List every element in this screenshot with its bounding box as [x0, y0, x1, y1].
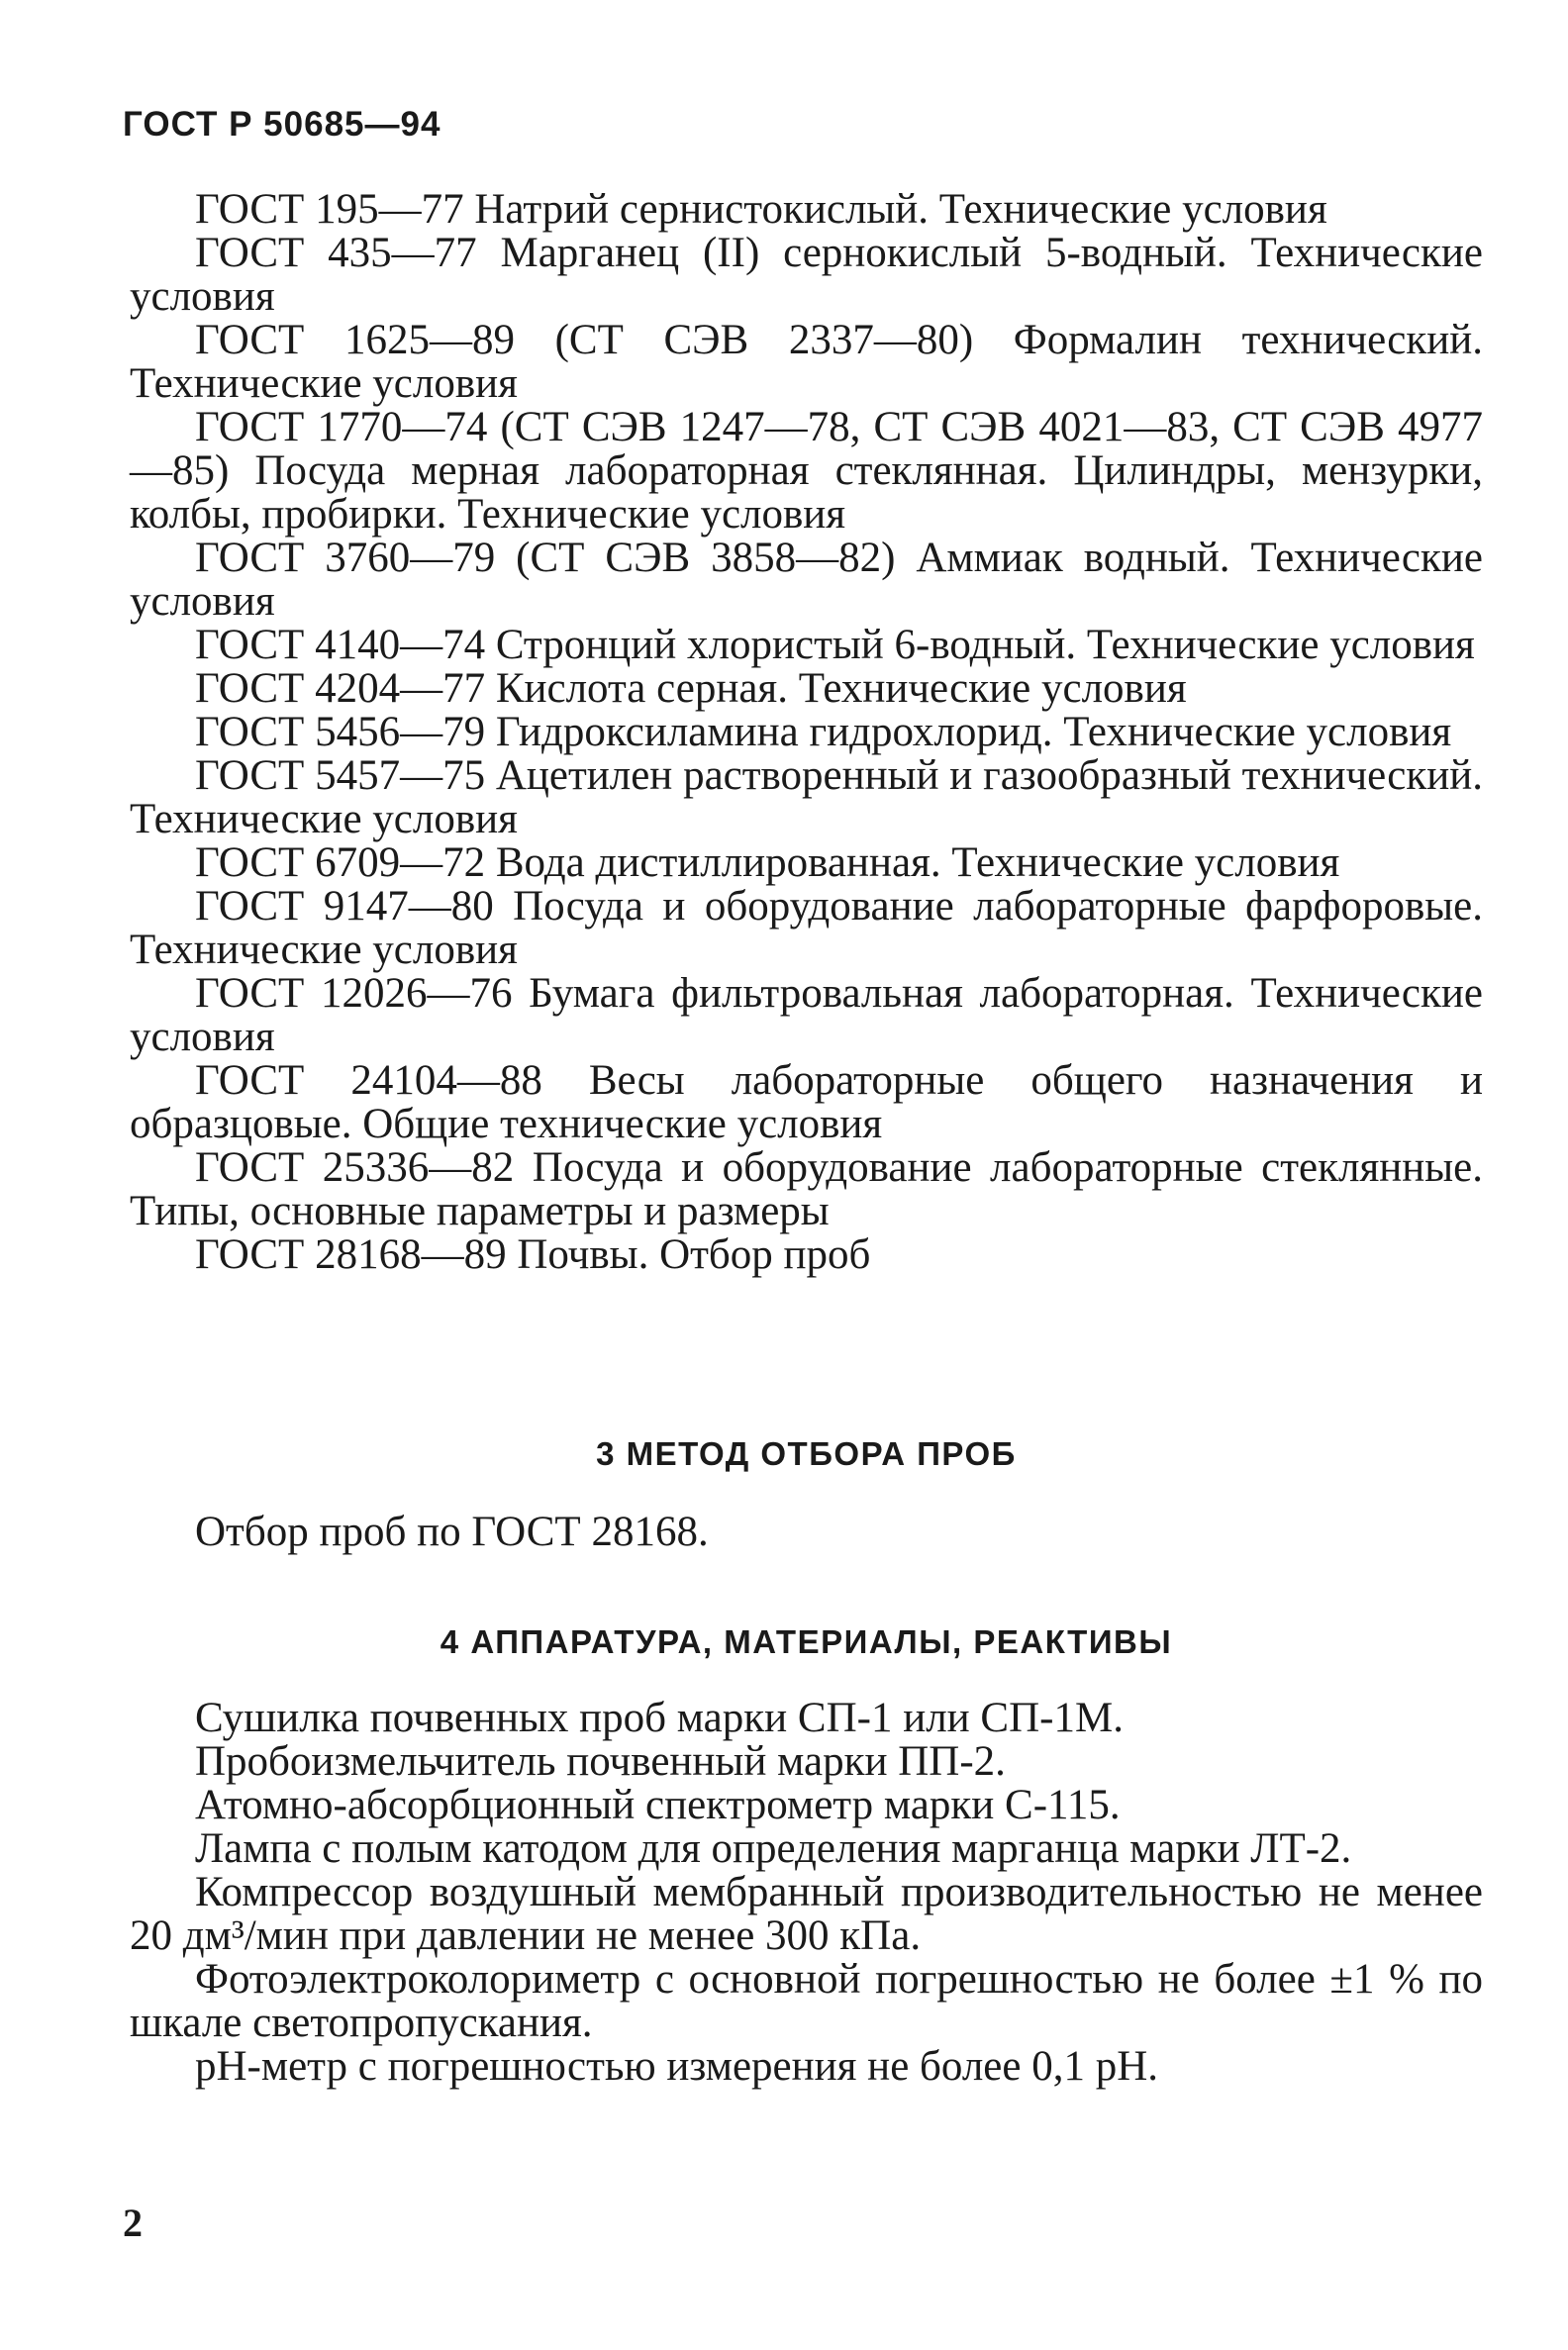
reference-item: ГОСТ 4204—77 Кислота серная. Технические условия [195, 665, 1187, 712]
reference-item: ГОСТ 1770—74 (СТ СЭВ 1247—78, СТ СЭВ 4021—83, СТ СЭВ 4977—85) Посуда мерная лабораторная стеклянная. Цилиндры, мензурки, колбы, пробирки. Технические условия [130, 404, 1483, 538]
equipment-item: Пробоизмельчитель почвенный марки ПП-2. [195, 1738, 1006, 1785]
reference-item: ГОСТ 4140—74 Стронций хлористый 6-водный. Технические условия [195, 622, 1475, 668]
page-number: 2 [123, 2201, 143, 2245]
reference-item: ГОСТ 1625—89 (СТ СЭВ 2337—80) Формалин технический. Технические условия [130, 317, 1483, 407]
equipment-item: Атомно-абсорбционный спектрометр марки С-115. [195, 1782, 1121, 1828]
equipment-item: Компрессор воздушный мембранный производительностью не менее 20 дм³/мин при давлении не менее 300 кПа. [130, 1869, 1483, 1959]
reference-item: ГОСТ 5457—75 Ацетилен растворенный и газообразный технический. Технические условия [130, 752, 1484, 842]
reference-item: ГОСТ 12026—76 Бумага фильтровальная лабораторная. Технические условия [130, 970, 1483, 1060]
equipment-item: Сушилка почвенных проб марки СП-1 или СП-1М. [195, 1695, 1124, 1741]
equipment-item: Лампа с полым катодом для определения марганца марки ЛТ-2. [195, 1825, 1352, 1872]
reference-item: ГОСТ 9147—80 Посуда и оборудование лабораторные фарфоровые. Технические условия [130, 883, 1483, 973]
section-3-text: Отбор проб по ГОСТ 28168. [195, 1509, 709, 1555]
section-4-title: 4 АППАРАТУРА, МАТЕРИАЛЫ, РЕАКТИВЫ [440, 1623, 1173, 1660]
reference-item: ГОСТ 6709—72 Вода дистиллированная. Технические условия [195, 839, 1340, 886]
reference-item: ГОСТ 5456—79 Гидроксиламина гидрохлорид. Технические условия [195, 709, 1452, 755]
equipment-item: pH-метр с погрешностью измерения не более 0,1 pH. [195, 2043, 1159, 2090]
normative-references [130, 188, 1483, 1277]
reference-item: ГОСТ 25336—82 Посуда и оборудование лабораторные стеклянные. Типы, основные параметры и размеры [130, 1144, 1483, 1234]
reference-item: ГОСТ 195—77 Натрий сернистокислый. Технические условия [195, 186, 1327, 233]
reference-item: ГОСТ 435—77 Марганец (II) сернокислый 5-водный. Технические условия [130, 230, 1483, 320]
section-3-title: 3 МЕТОД ОТБОРА ПРОБ [596, 1435, 1017, 1472]
section-4-body [130, 1697, 1483, 2089]
reference-item: ГОСТ 24104—88 Весы лабораторные общего назначения и образцовые. Общие технические условия [130, 1057, 1483, 1147]
reference-item: ГОСТ 28168—89 Почвы. Отбор проб [195, 1231, 871, 1278]
reference-item: ГОСТ 3760—79 (СТ СЭВ 3858—82) Аммиак водный. Технические условия [130, 535, 1483, 625]
page-header: ГОСТ Р 50685—94 [123, 105, 441, 144]
equipment-item: Фотоэлектроколориметр с основной погрешностью не более ±1 % по шкале светопропускания. [130, 1956, 1483, 2046]
section-3-body [130, 1511, 1483, 1554]
